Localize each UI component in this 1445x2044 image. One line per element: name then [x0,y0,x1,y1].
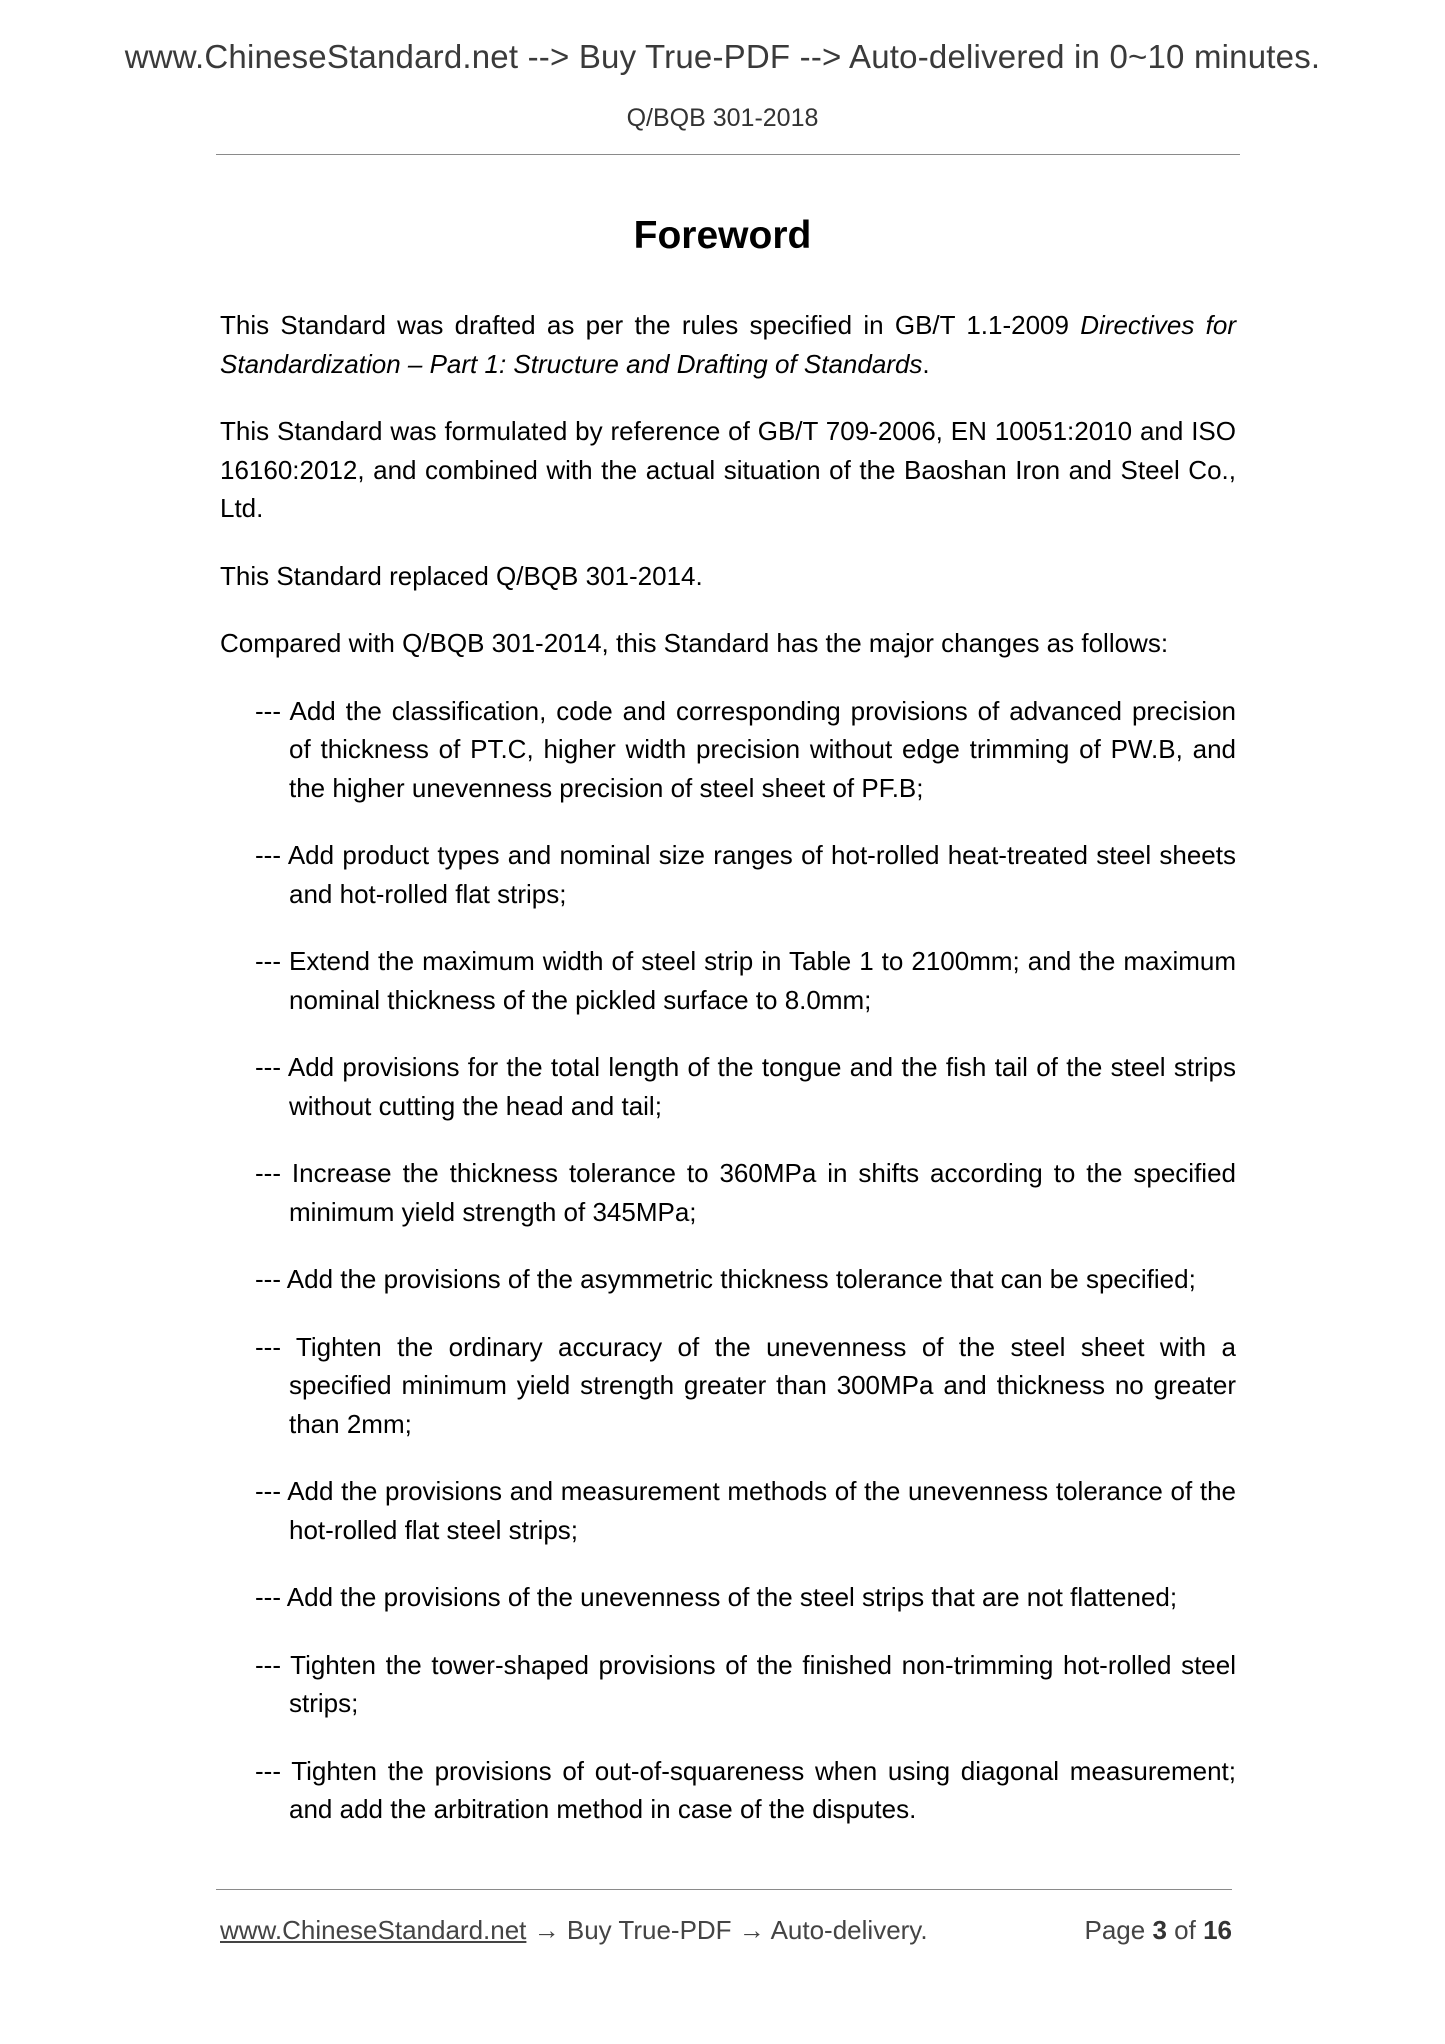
list-item: --- Tighten the ordinary accuracy of the unevenness of the steel sheet with a specified minimum yield strength greater than 300MPa and thickness no greater than 2mm; [255,1331,1236,1439]
page-total: 16 [1203,1915,1232,1945]
footer-site-link[interactable]: www.ChineseStandard.net [220,1915,527,1945]
paragraph-drafting-rules [220,306,1236,383]
list-item: --- Add the classification, code and corresponding provisions of advanced precision of thickness of PT.C, higher width precision without edge trimming of PW.B, and the higher unevenness precision of steel sheet of PF.B; [255,695,1236,803]
list-item: --- Add the provisions of the unevenness of the steel strips that are not flattened; [255,1582,1178,1612]
list-item: --- Increase the thickness tolerance to 360MPa in shifts according to the specified minimum yield strength of 345MPa; [255,1158,1236,1227]
paragraph-text: This Standard was drafted as per the rules specified in GB/T 1.1-2009 [220,310,1081,340]
page-label: Page [1084,1915,1146,1945]
paragraph-end: . [922,348,930,379]
header-divider [216,154,1240,155]
paragraph-replaced: This Standard replaced Q/BQB 301-2014. [220,560,703,591]
list-item: --- Tighten the provisions of out-of-squareness when using diagonal measurement; and add the arbitration method in case of the disputes. [255,1755,1236,1824]
list-item: --- Extend the maximum width of steel strip in Table 1 to 2100mm; and the maximum nominal thickness of the pickled surface to 8.0mm; [255,946,1236,1015]
changes-list [220,692,1236,1829]
paragraph-references: This Standard was formulated by reference of GB/T 709-2006, EN 10051:2010 and ISO 16160:2012, and combined with the actual situation of the Baoshan Iron and Steel Co., Ltd. [220,416,1236,523]
footer-divider [216,1889,1232,1890]
list-item: --- Add provisions for the total length of the tongue and the fish tail of the steel strips without cutting the head and tail; [255,1052,1236,1121]
page-number: 3 [1152,1915,1167,1945]
list-item: --- Tighten the tower-shaped provisions of the finished non-trimming hot-rolled steel strips; [255,1649,1236,1718]
directive-title: Directives for Standardization – Part 1: Structure and Drafting of Standards [220,310,1236,379]
page-indicator [1084,1915,1232,1946]
foreword-body [220,306,1236,1858]
page-footer [220,1915,1232,1946]
top-banner: www.ChineseStandard.net --> Buy True-PDF --> Auto-delivered in 0~10 minutes. [124,38,1321,75]
document-id: Q/BQB 301-2018 [626,104,819,132]
list-item: --- Add the provisions and measurement methods of the unevenness tolerance of the hot-rolled flat steel strips; [255,1476,1236,1545]
list-item: --- Add the provisions of the asymmetric thickness tolerance that can be specified; [255,1264,1196,1294]
paragraph-changes-intro: Compared with Q/BQB 301-2014, this Standard has the major changes as follows: [220,628,1169,658]
page-title: Foreword [633,214,812,257]
list-item: --- Add product types and nominal size ranges of hot-rolled heat-treated steel sheets and hot-rolled flat strips; [255,840,1236,909]
footer-tagline: → Buy True-PDF → Auto-delivery. [526,1915,928,1945]
of-label: of [1174,1915,1196,1945]
